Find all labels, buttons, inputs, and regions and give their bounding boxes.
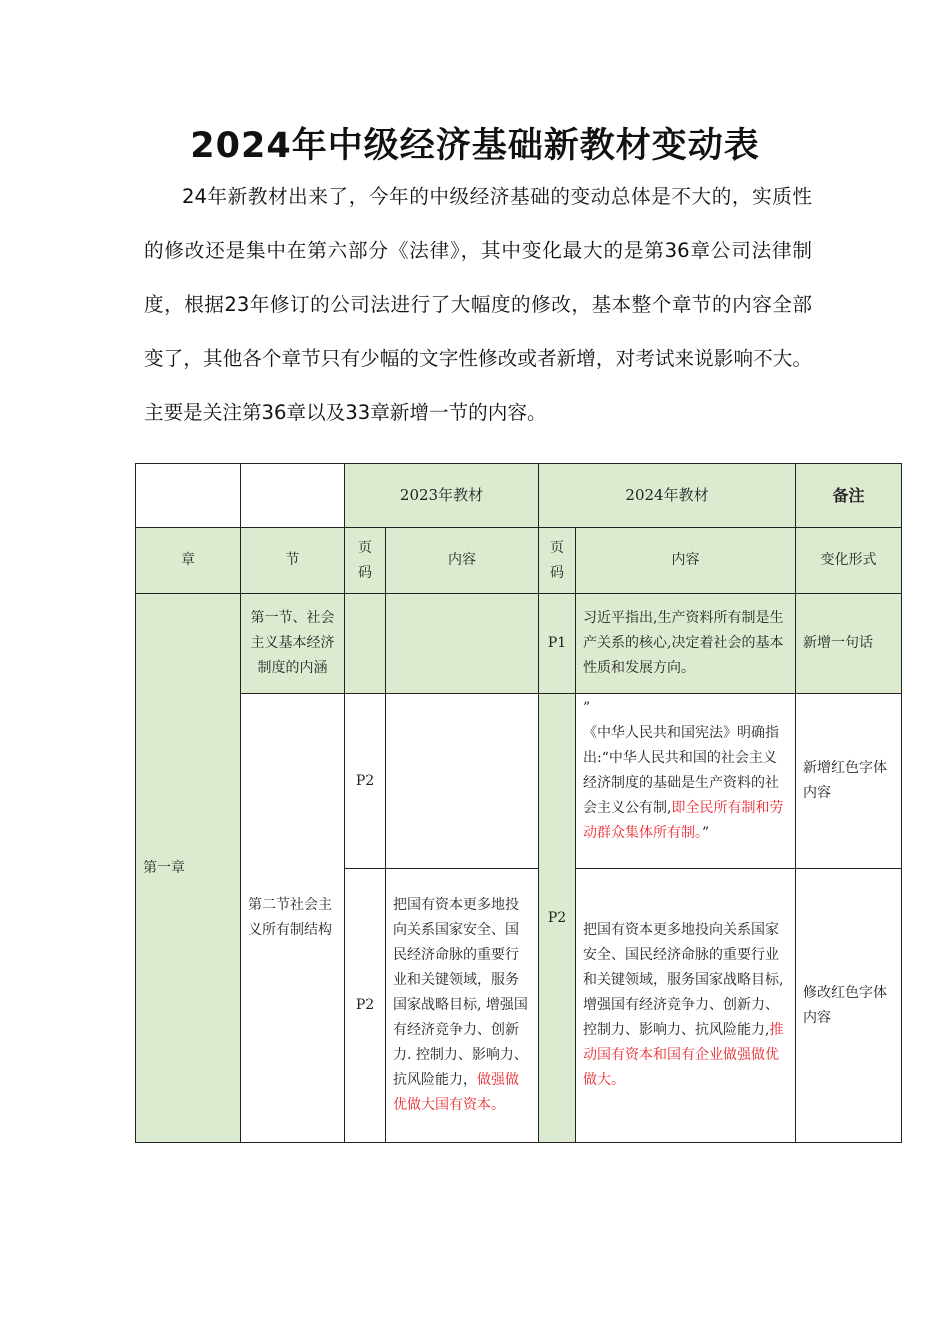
header-content-2023: 内容 <box>386 528 539 594</box>
content-2024-cell: 习近平指出,生产资料所有制是生产关系的核心,决定着社会的基本性质和发展方向。 <box>576 594 796 694</box>
table-header-row-2 <box>136 528 902 594</box>
quote-mark: ” <box>583 700 591 716</box>
table-header-row-1 <box>136 464 902 528</box>
header-chapter: 章 <box>136 528 241 594</box>
page-2023-cell: P2 <box>345 694 386 869</box>
table-row <box>136 694 902 869</box>
header-section: 节 <box>241 528 345 594</box>
section-2-cell: 第二节社会主义所有制结构 <box>241 694 345 1143</box>
content-2024-cell <box>576 869 796 1143</box>
content-red: 即全民所有制和劳动群众集体所有制。 <box>583 800 784 841</box>
content-2023-empty <box>386 694 539 869</box>
header-note: 备注 <box>796 464 902 528</box>
content-plain: 把国有资本更多地投向关系国家安全、国民经济命脉的重要行业和关键领域，服务国家战略目标, 增强国有经济竞争力、创新力. 控制力、影响力、抗风险能力， <box>393 897 528 1088</box>
content-plain: 把国有资本更多地投向关系国家安全、国民经济命脉的重要行业和关键领域，服务国家战略目标, 增强国有经济竞争力、创新力、控制力、影响力、抗风险能力, <box>583 922 784 1038</box>
content-end: ” <box>702 825 710 841</box>
header-2023-textbook: 2023年教材 <box>345 464 539 528</box>
header-2024-textbook: 2024年教材 <box>539 464 796 528</box>
page-2023-cell: P2 <box>345 869 386 1143</box>
content-2023-cell <box>386 869 539 1143</box>
content-red: 做强做优做大国有资本。 <box>393 1072 519 1113</box>
change-type-cell: 修改红色字体内容 <box>796 869 902 1143</box>
page-2024-merged-cell: P2 <box>539 694 576 1143</box>
content-plain: 《中华人民共和国宪法》明确指出:“中华人民共和国的社会主义经济制度的基础是生产资料的社会主义公有制, <box>583 725 779 816</box>
intro-paragraph: 24年新教材出来了，今年的中级经济基础的变动总体是不大的，实质性的修改还是集中在第六部分《法律》，其中变化最大的是第36章公司法律制度，根据23年修订的公司法进行了大幅度的修改，基本整个章节的内容全部变了，其他各个章节只有少幅的文字性修改或者新增，对考试来说影响不大。主要是关注第36章以及33章新增一节的内容。 <box>144 185 812 424</box>
header-page-2023: 页码 <box>345 528 386 594</box>
chapter-cell: 第一章 <box>136 594 241 1143</box>
header-content-2024: 内容 <box>576 528 796 594</box>
page-title: 2024年中级经济基础新教材变动表 <box>190 126 760 166</box>
content-2023-empty <box>386 594 539 694</box>
content-2024-cell <box>576 694 796 869</box>
change-type-cell: 新增红色字体内容 <box>796 694 902 869</box>
table-row <box>136 594 902 694</box>
section-1-cell: 第一节、社会主义基本经济制度的内涵 <box>241 594 345 694</box>
header-change-type: 变化形式 <box>796 528 902 594</box>
content-red: 推动国有资本和国有企业做强做优做大。 <box>583 1022 784 1088</box>
header-empty-section <box>241 464 345 528</box>
comparison-table <box>135 463 902 1143</box>
page-2023-empty <box>345 594 386 694</box>
header-empty-chapter <box>136 464 241 528</box>
change-type-cell: 新增一句话 <box>796 594 902 694</box>
page-2024-cell: P1 <box>539 594 576 694</box>
header-page-2024: 页码 <box>539 528 576 594</box>
